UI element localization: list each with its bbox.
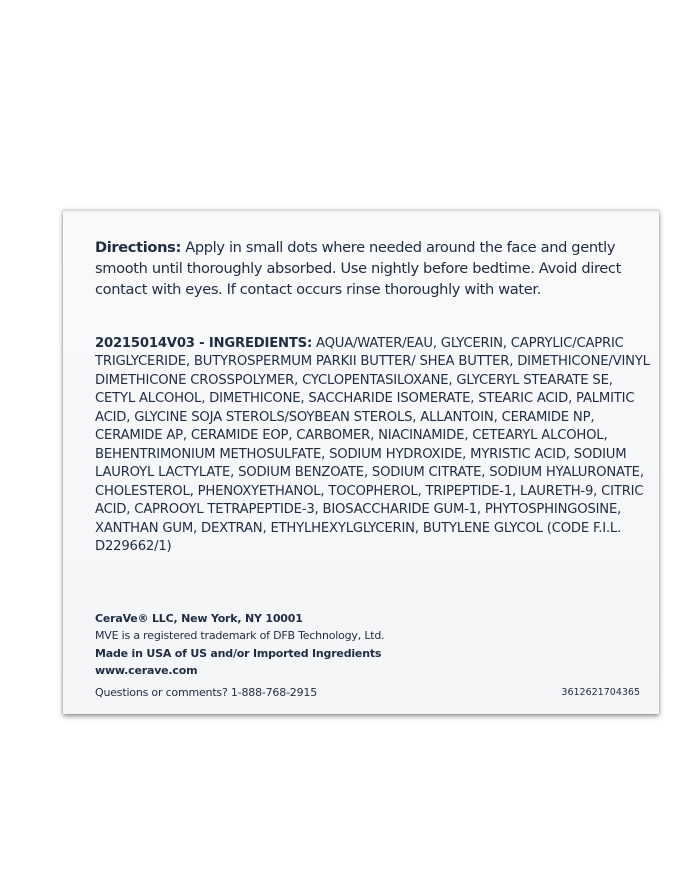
trademark-notice: MVE is a registered trademark of DFB Technology, Ltd.	[95, 629, 385, 643]
directions-paragraph	[95, 237, 655, 300]
directions-text: Apply in small dots where needed around the face and gently smooth until thoroughly absorbed. Use nightly before bedtime. Avoid direct contact with eyes. If contact occurs rinse thoroughly with water.	[95, 239, 621, 298]
barcode-number: 3612621704365	[561, 686, 640, 698]
origin-statement: Made in USA of US and/or Imported Ingredients	[95, 646, 382, 660]
ingredients-label: 20215014V03 - INGREDIENTS:	[95, 336, 313, 351]
ingredients-text: AQUA/WATER/EAU, GLYCERIN, CAPRYLIC/CAPRIC TRIGLYCERIDE, BUTYROSPERMUM PARKII BUTTER/ SHEA BUTTER, DIMETHICONE/VINYL DIMETHICONE CROSSPOLYMER, CYCLOPENTASILOXANE, GLYCERYL STEARATE SE, CETYL ALCOHOL, DIMETHICONE, SACCHARIDE ISOMERATE, STEARIC ACID, PALMITIC ACID, GLYCINE SOJA STEROLS/SOYBEAN STEROLS, ALLANTOIN, CERAMIDE NP, CERAMIDE AP, CERAMIDE EOP, CARBOMER, NIACINAMIDE, CETEARYL ALCOHOL, BEHENTRIMONIUM METHOSULFATE, SODIUM HYDROXIDE, MYRISTIC ACID, SODIUM LAUROYL LACTYLATE, SODIUM BENZOATE, SODIUM CITRATE, SODIUM HYALURONATE, CHOLESTEROL, PHENOXYETHANOL, TOCOPHEROL, TRIPEPTIDE-1, LAURETH-9, CITRIC ACID, CAPROOYL TETRAPEPTIDE-3, BIOSACCHARIDE GUM-1, PHYTOSPHINGOSINE, XANTHAN GUM, DEXTRAN, ETHYLHEXYLGLYCERIN, BUTYLENE GLYCOL (CODE F.I.L. D229662/1)	[95, 336, 650, 554]
footer-bottom-row	[95, 684, 640, 701]
directions-label: Directions:	[95, 239, 181, 256]
manufacturer-info	[95, 610, 640, 701]
questions-phone: Questions or comments? 1-888-768-2915	[95, 685, 317, 699]
website-text: www.cerave.com	[95, 664, 198, 678]
ingredients-paragraph	[95, 335, 655, 556]
company-address: CeraVe® LLC, New York, NY 10001	[95, 612, 303, 625]
product-box-panel	[63, 210, 659, 714]
